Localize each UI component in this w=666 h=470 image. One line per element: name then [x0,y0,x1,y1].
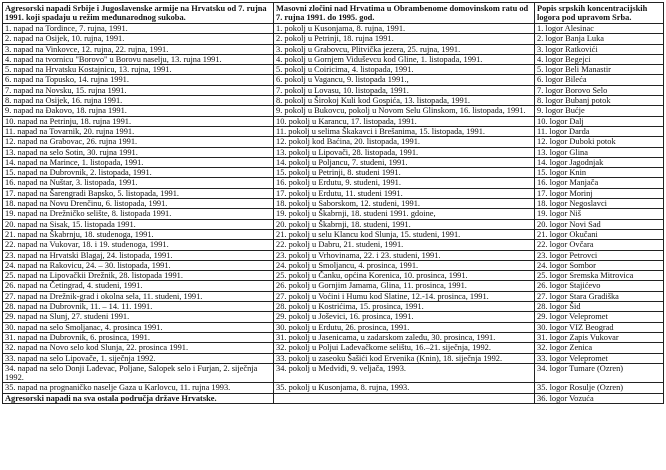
table-row [3,250,664,260]
table-row [3,199,664,209]
massacre-cell: 29. pokolj u Joševici, 16. prosinca, 1991. [274,312,535,322]
massacre-cell: 4. pokolj u Gornjem Viduševcu kod Gline, 1. listopada, 1991. [274,54,535,64]
attack-cell: 15. napad na Dubrovnik, 2. listopada, 1991. [3,168,274,178]
attack-cell: 2. napad na Osijek, 10. rujna, 1991. [3,34,274,44]
camp-cell: 33. logor Velepromet [535,353,664,363]
table-row [3,363,664,383]
attack-cell: 31. napad na Dubrovnik, 6. prosinca, 1991. [3,332,274,342]
massacre-cell: 6. pokolj u Vagancu, 9. listopada 1991., [274,75,535,85]
attack-cell: 12. napad na Grabovac, 26. rujna 1991. [3,137,274,147]
camp-cell: 8. logor Bubanj potok [535,96,664,106]
war-crimes-table [2,2,664,404]
table-row [3,260,664,270]
table-row [3,44,664,54]
attack-cell: 35. napad na prognaničko naselje Gaza u Karlovcu, 11. rujna 1993. [3,383,274,393]
attack-cell: 32. napad na Novo selo kod Slunja, 22. prosinca 1991. [3,343,274,353]
table-row [3,188,664,198]
table-row [3,302,664,312]
massacre-cell: 25. pokolj u Čanku, općina Korenica, 10. prosinca, 1991. [274,271,535,281]
footer-camp: 36. logor Vozuća [535,393,664,403]
header-camps: Popis srpskih koncentracijskih logora pod upravom Srba. [535,3,664,24]
massacre-cell: 21. pokolj u selu Klancu kod Slunja, 15. studeni, 1991. [274,229,535,239]
attack-cell: 28. napad na Dubrovnik, 11. – 14. 11. 1991. [3,302,274,312]
attack-cell: 33. napad na selo Lipovače, 1. siječnja 1992. [3,353,274,363]
attack-cell: 9. napad na Đakovo, 18. rujna 1991. [3,106,274,116]
camp-cell: 13. logor Glina [535,147,664,157]
massacre-cell: 16. pokolj u Erdutu, 9. studeni, 1991. [274,178,535,188]
massacre-cell: 33. pokolj u zaseoku Šašići kod Ervenika (Knin), 18. siječnja 1992. [274,353,535,363]
table-row [3,34,664,44]
attack-cell: 13. napad na selo Sotin, 30. rujna 1991. [3,147,274,157]
camp-cell: 31. logor Zapis Vukovar [535,332,664,342]
massacre-cell: 15. pokolj u Petrinji, 8. studeni 1991. [274,168,535,178]
massacre-cell: 31. pokolj u Jasenicama, u zadarskom zaleđu, 30. prosinca, 1991. [274,332,535,342]
camp-cell: 5. logor Beli Manastir [535,65,664,75]
attack-cell: 30. napad na selo Smoljanac, 4. prosinca 1991. [3,322,274,332]
massacre-cell: 19. pokolj u Škabrnji, 18. studeni 1991. gdoine, [274,209,535,219]
massacre-cell: 22. pokolj u Dabru, 21. studeni, 1991. [274,240,535,250]
massacre-cell: 17. pokolj u Erdutu, 11. studeni 1991. [274,188,535,198]
massacre-cell: 1. pokolj u Kusonjama, 8. rujna, 1991. [274,24,535,34]
header-massacres: Masovni zločini nad Hrvatima u Obrambenome domovinskom ratu od 7. rujna 1991. do 1995. god. [274,3,535,24]
attack-cell: 4. napad na tvornicu "Borovo" u Borovu naselju, 13. rujna 1991. [3,54,274,64]
attack-cell: 26. napad na Četingrad, 4. studeni, 1991. [3,281,274,291]
attack-cell: 7. napad na Novsku, 15. rujna 1991. [3,85,274,95]
camp-cell: 18. logor Negoslavci [535,199,664,209]
attack-cell: 24. napad na Rakovicu, 24. – 30. listopada, 1991. [3,260,274,270]
table-row [3,116,664,126]
massacre-cell: 8. pokolj u Širokoj Kuli kod Gospića, 13. listopada, 1991. [274,96,535,106]
attack-cell: 29. napad na Slunj, 27. studeni 1991. [3,312,274,322]
table-row [3,147,664,157]
attack-cell: 19. napad na Drežničko selište, 8. listopada 1991. [3,209,274,219]
massacre-cell: 20. pokolj u Škabrnji, 18. studeni, 1991. [274,219,535,229]
table-row [3,281,664,291]
camp-cell: 32. logor Zenica [535,343,664,353]
attack-cell: 22. napad na Vukovar, 18. i 19. studenoga, 1991. [3,240,274,250]
camp-cell: 2. logor Banja Luka [535,34,664,44]
massacre-cell: 7. pokolj u Lovasu, 10. listopada, 1991. [274,85,535,95]
massacre-cell: 23. pokolj u Vrhovinama, 22. i 23. studeni, 1991. [274,250,535,260]
massacre-cell: 12. pokolj kod Baćina, 20. listopada, 1991. [274,137,535,147]
camp-cell: 34. logor Tumare (Ozren) [535,363,664,383]
table-row [3,168,664,178]
attack-cell: 8. napad na Osijek, 16. rujna 1991. [3,96,274,106]
camp-cell: 23. logor Petrovci [535,250,664,260]
table-row [3,65,664,75]
header-row [3,3,664,24]
table-row [3,240,664,250]
camp-cell: 30. logor VIZ Beograd [535,322,664,332]
massacre-cell: 9. pokolj u Bukovcu, pokolj u Novom Selu Glinskom, 16. listopada, 1991. [274,106,535,116]
massacre-cell: 35. pokolj u Kusonjama, 8. rujna, 1993. [274,383,535,393]
header-attacks: Agresorski napadi Srbije i Jugoslavenske armije na Hrvatsku od 7. rujna 1991. koji spadaju u režim međunarodnog sukoba. [3,3,274,24]
attack-cell: 11. napad na Tovarnik, 20. rujna 1991. [3,126,274,136]
table-row [3,229,664,239]
camp-cell: 15. logor Knin [535,168,664,178]
attack-cell: 5. napad na Hrvatsku Kostajnicu, 13. rujna, 1991. [3,65,274,75]
camp-cell: 35. logor Rosulje (Ozren) [535,383,664,393]
table-row [3,137,664,147]
table-row [3,383,664,393]
camp-cell: 17. logor Morinj [535,188,664,198]
camp-cell: 14. logor Jagodnjak [535,157,664,167]
camp-cell: 29. logor Velepromet [535,312,664,322]
camp-cell: 12. logor Duboki potok [535,137,664,147]
attack-cell: 21. napad na Škabrnju, 18. studenoga, 1991. [3,229,274,239]
table-row [3,209,664,219]
camp-cell: 26. logor Stajićevo [535,281,664,291]
camp-cell: 27. logor Stara Gradiška [535,291,664,301]
attack-cell: 25. napad na Lipovačkii Drežnik, 28. listopada 1991. [3,271,274,281]
table-row [3,322,664,332]
massacre-cell: 11. pokolj u selima Škakavci i Brešanima, 15. listopada, 1991. [274,126,535,136]
massacre-cell: 5. pokolj u Coiricima, 4. listopada, 1991. [274,65,535,75]
attack-cell: 23. napad na Hrvatski Blagaj, 24. listopada, 1991. [3,250,274,260]
massacre-cell: 34. pokolj u Medviđi, 9. veljača, 1993. [274,363,535,383]
table-row [3,126,664,136]
massacre-cell: 18. pokolj u Saborskom, 12. studeni, 1991. [274,199,535,209]
camp-cell: 6. logor Bileća [535,75,664,85]
footer-empty [274,393,535,403]
attack-cell: 3. napad na Vinkovce, 12. rujna, 22. rujna, 1991. [3,44,274,54]
massacre-cell: 28. pokolj u Kostrićima, 15. prosinca, 1991. [274,302,535,312]
massacre-cell: 10. pokolj u Karancu, 17. listopada, 1991. [274,116,535,126]
attack-cell: 20. napad na Sisak, 15. listopada 1991. [3,219,274,229]
footer-row [3,393,664,403]
table-row [3,106,664,116]
attack-cell: 1. napad na Tordince, 7. rujna, 1991. [3,24,274,34]
attack-cell: 16. napad na Nuštar, 3. listopada, 1991. [3,178,274,188]
attack-cell: 34. napad na selo Donji Lađevac, Poljane, Salopek selo i Furjan, 2. siječnja 1992. [3,363,274,383]
table-row [3,312,664,322]
table-row [3,271,664,281]
table-row [3,219,664,229]
massacre-cell: 3. pokolj u Grabovcu, Plitvička jezera, 25. rujna, 1991. [274,44,535,54]
camp-cell: 9. logor Bućje [535,106,664,116]
table-row [3,332,664,342]
table-row [3,178,664,188]
table-row [3,75,664,85]
massacre-cell: 30. pokolj u Erdutu, 26. prosinca, 1991. [274,322,535,332]
table-row [3,96,664,106]
massacre-cell: 27. pokolj u Voćini i Humu kod Slatine, 12.-14. prosinca, 1991. [274,291,535,301]
camp-cell: 4. logor Begejci [535,54,664,64]
table-row [3,24,664,34]
footer-attacks: Agresorski napadi na sva ostala područja države Hrvatske. [3,393,274,403]
attack-cell: 27. napad na Drežnik-grad i okolna sela, 11. studeni, 1991. [3,291,274,301]
attack-cell: 10. napad na Petrinju, 18. rujna 1991. [3,116,274,126]
attack-cell: 17. napad na Šarengradi Bapsko, 5. listopada, 1991. [3,188,274,198]
table-row [3,291,664,301]
table-row [3,343,664,353]
camp-cell: 11. logor Darda [535,126,664,136]
massacre-cell: 14. pokolj u Poljancu, 7. studeni, 1991. [274,157,535,167]
table-row [3,353,664,363]
table-row [3,85,664,95]
camp-cell: 25. logor Sremska Mitrovica [535,271,664,281]
massacre-cell: 2. pokolj u Petrinji, 18. rujna 1991. [274,34,535,44]
massacre-cell: 26. pokolj u Gornjim Jamama, Glina, 11. prosinca, 1991. [274,281,535,291]
camp-cell: 1. logor Alesinac [535,24,664,34]
attack-cell: 6. napad na Topusko, 14. rujna 1991. [3,75,274,85]
camp-cell: 10. logor Dalj [535,116,664,126]
table-row [3,157,664,167]
table-row [3,54,664,64]
massacre-cell: 24. pokolj u Smoljancu, 4. prosinca, 1991. [274,260,535,270]
camp-cell: 22. logor Ovčara [535,240,664,250]
table-body [3,24,664,394]
massacre-cell: 13. pokolj u Lipovači, 28. listopada, 1991. [274,147,535,157]
massacre-cell: 32. pokolj u Poljui Lađevačkome selištu, 16.–21. siječnja, 1992. [274,343,535,353]
camp-cell: 3. logor Ratkovići [535,44,664,54]
camp-cell: 24. logor Sombor [535,260,664,270]
camp-cell: 20. logor Novi Sad [535,219,664,229]
camp-cell: 19. logor Niš [535,209,664,219]
attack-cell: 14. napad na Marince, 1. listopada, 1991. [3,157,274,167]
camp-cell: 21. logor Okučani [535,229,664,239]
camp-cell: 28. logor Šid [535,302,664,312]
camp-cell: 16. logor Manjača [535,178,664,188]
camp-cell: 7. logor Borovo Selo [535,85,664,95]
attack-cell: 18. napad na Novu Drenčinu, 6. listopada, 1991. [3,199,274,209]
